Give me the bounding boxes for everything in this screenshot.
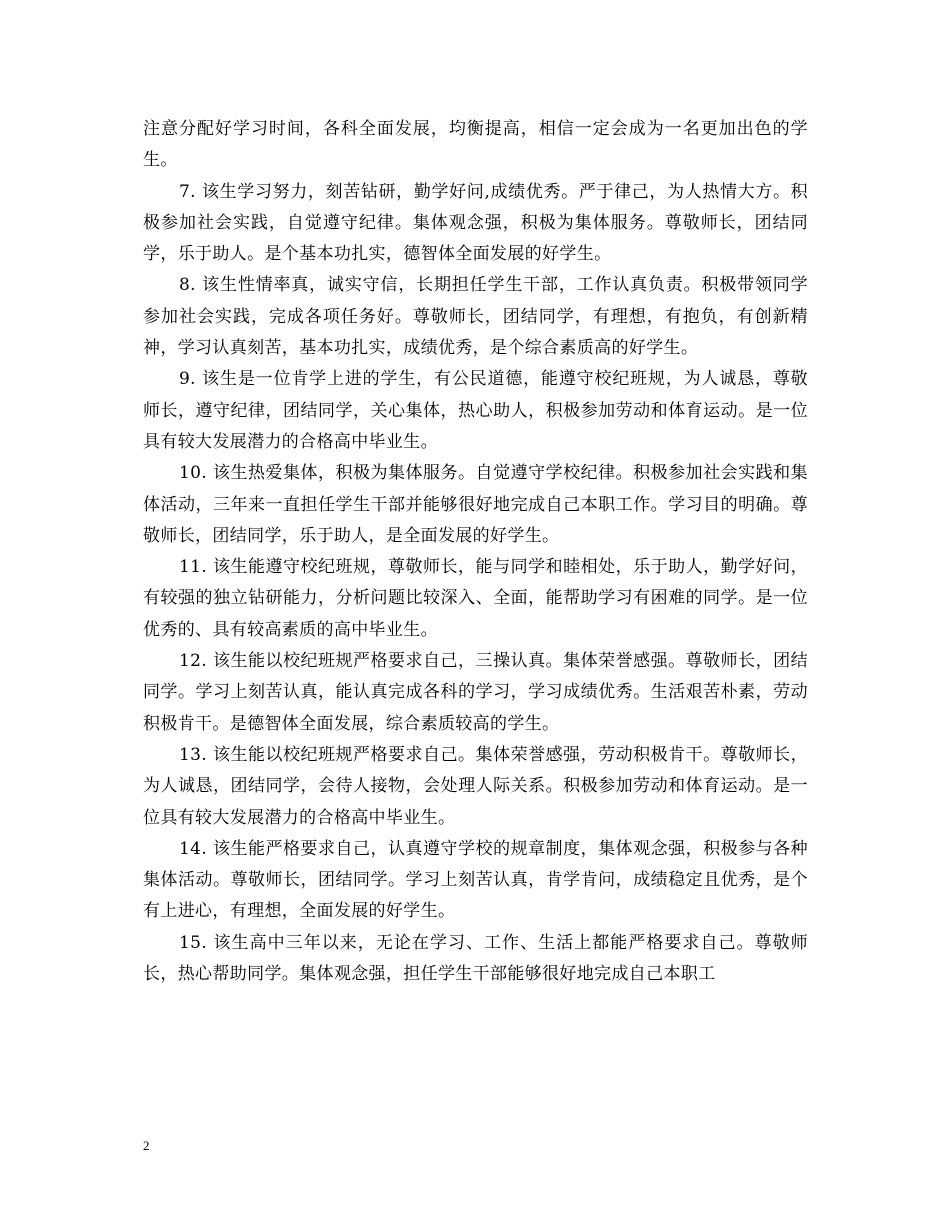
paragraph-item-15: 15. 该生高中三年以来，无论在学习、工作、生活上都能严格要求自己。尊敬师长，热心帮助同学。集体观念强，担任学生干部能够很好地完成自己本职工 — [143, 932, 808, 985]
paragraph-continuation: 注意分配好学习时间，各科全面发展，均衡提高，相信一定会成为一名更加出色的学生。 — [143, 119, 808, 171]
paragraph-item-8: 8. 该生性情率真，诚实守信，长期担任学生干部，工作认真负责。积极带领同学参加社会实践，完成各项任务好。尊敬师长，团结同学，有理想，有抱负，有创新精神，学习认真刻苦，基本功扎实，成绩优秀，是个综合素质高的好学生。 — [143, 275, 808, 359]
paragraph-item-11: 11. 该生能遵守校纪班规，尊敬师长，能与同学和睦相处，乐于助人，勤学好问，有较强的独立钻研能力，分析问题比较深入、全面，能帮助学习有困难的同学。是一位优秀的、具有较高素质的高中毕业生。 — [143, 557, 808, 640]
paragraph-item-10: 10. 该生热爱集体，积极为集体服务。自觉遵守学校纪律。积极参加社会实践和集体活动，三年来一直担任学生干部并能够很好地完成自己本职工作。学习目的明确。尊敬师长，团结同学，乐于助人，是全面发展的好学生。 — [143, 463, 808, 546]
page-number: 2 — [143, 1138, 150, 1153]
paragraph-item-12: 12. 该生能以校纪班规严格要求自己，三操认真。集体荣誉感强。尊敬师长，团结同学。学习上刻苦认真，能认真完成各科的学习，学习成绩优秀。生活艰苦朴素，劳动积极肯干。是德智体全面发展，综合素质较高的学生。 — [143, 651, 808, 734]
paragraph-item-9: 9. 该生是一位肯学上进的学生，有公民道德，能遵守校纪班规，为人诚恳，尊敬师长，遵守纪律，团结同学，关心集体，热心助人，积极参加劳动和体育运动。是一位具有较大发展潜力的合格高中毕业生。 — [143, 369, 808, 452]
paragraph-item-13: 13. 该生能以校纪班规严格要求自己。集体荣誉感强，劳动积极肯干。尊敬师长，为人诚恳，团结同学，会待人接物，会处理人际关系。积极参加劳动和体育运动。是一位具有较大发展潜力的合格高中毕业生。 — [143, 744, 808, 828]
paragraph-item-14: 14. 该生能严格要求自己，认真遵守学校的规章制度，集体观念强，积极参与各种集体活动。尊敬师长，团结同学。学习上刻苦认真，肯学肯问，成绩稳定且优秀，是个有上进心，有理想，全面发展的好学生。 — [143, 838, 808, 922]
document-body — [143, 114, 808, 990]
paragraph-item-7: 7. 该生学习努力，刻苦钻研，勤学好问,成绩优秀。严于律己，为人热情大方。积极参加社会实践，自觉遵守纪律。集体观念强，积极为集体服务。尊敬师长，团结同学，乐于助人。是个基本功扎实，德智体全面发展的好学生。 — [143, 181, 808, 265]
